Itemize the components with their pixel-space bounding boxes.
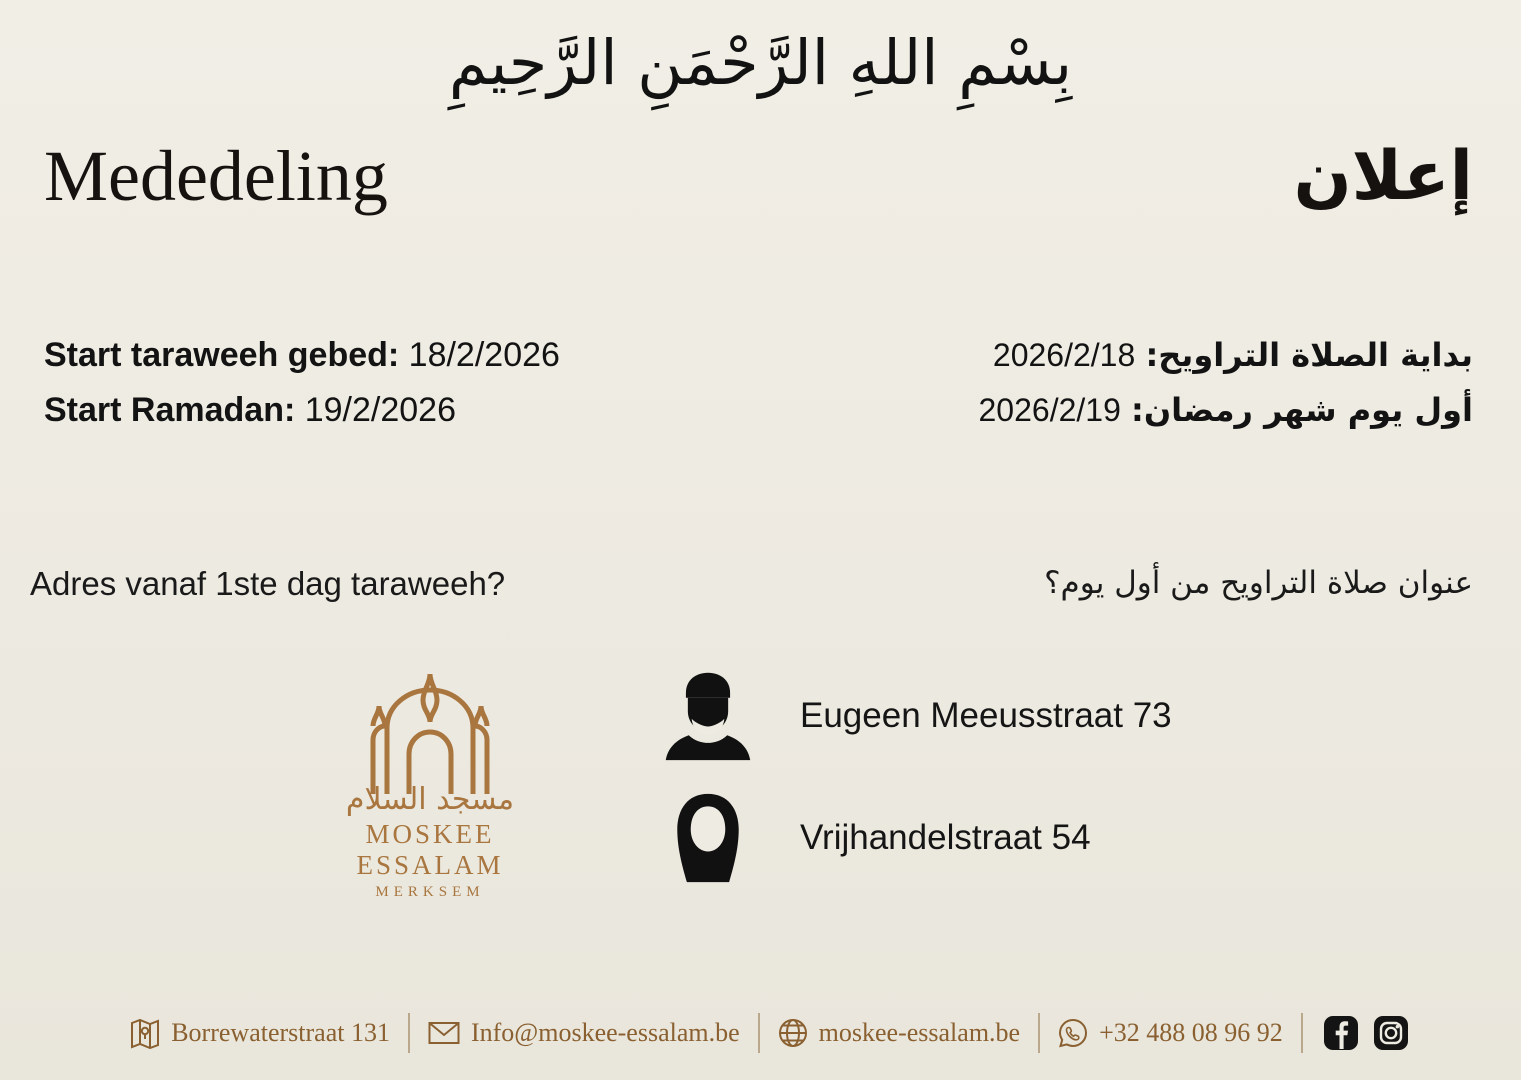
date-line <box>44 383 560 438</box>
page-title-dutch: Mededeling <box>44 136 388 216</box>
address-row <box>660 790 1091 886</box>
date-line <box>979 328 1474 383</box>
woman-icon <box>660 790 756 886</box>
man-icon <box>660 668 756 764</box>
date-line <box>44 328 560 383</box>
footer-website[interactable] <box>760 1018 1038 1048</box>
footer-address-text: Borrewaterstraat 131 <box>171 1018 390 1047</box>
mosque-logo <box>290 668 570 908</box>
footer-email-text: Info@moskee-essalam.be <box>470 1018 740 1047</box>
logo-arabic-name: مسجد السلام <box>345 782 515 817</box>
envelope-icon <box>428 1021 460 1045</box>
dates-block-dutch <box>44 328 560 438</box>
date-label: بداية الصلاة التراويح: <box>1145 336 1473 374</box>
footer-address <box>112 1017 408 1049</box>
mosque-outline-icon <box>335 668 525 798</box>
question-dutch: Adres vanaf 1ste dag taraweeh? <box>30 565 506 602</box>
date-label: أول يوم شهر رمضان: <box>1131 391 1473 430</box>
address-text: Eugeen Meeusstraat 73 <box>800 696 1172 735</box>
instagram-icon[interactable] <box>1373 1015 1409 1051</box>
date-label: Start taraweeh gebed: <box>44 336 400 374</box>
date-value: 2026/2/19 <box>978 392 1121 429</box>
date-label: Start Ramadan: <box>44 391 296 430</box>
date-value: 19/2/2026 <box>304 391 456 430</box>
footer-phone[interactable] <box>1040 1018 1301 1048</box>
page-title-arabic: إعلان <box>1293 137 1473 216</box>
date-line <box>979 383 1474 438</box>
footer-website-text: moskee-essalam.be <box>818 1018 1021 1047</box>
map-icon <box>130 1017 160 1049</box>
dates-block-arabic <box>979 328 1474 438</box>
footer-phone-text: +32 488 08 96 92 <box>1099 1018 1283 1047</box>
footer-email[interactable] <box>410 1018 758 1048</box>
logo-subtitle: MERKSEM <box>375 884 485 900</box>
question-arabic: عنوان صلاة التراويح من أول يوم؟ <box>1044 565 1473 601</box>
facebook-icon[interactable] <box>1323 1015 1359 1051</box>
whatsapp-icon <box>1058 1018 1088 1048</box>
globe-icon <box>778 1018 808 1048</box>
address-text: Vrijhandelstraat 54 <box>800 818 1091 857</box>
footer-social-links <box>1303 1015 1409 1051</box>
basmala-text: بِسْمِ اللهِ الرَّحْمَنِ الرَّحِيمِ <box>448 26 1073 99</box>
date-value: 2026/2/18 <box>992 337 1136 373</box>
address-row <box>660 668 1172 764</box>
footer-bar <box>0 1000 1521 1066</box>
logo-name: MOSKEE ESSALAM <box>356 819 504 880</box>
date-value: 18/2/2026 <box>408 336 560 374</box>
